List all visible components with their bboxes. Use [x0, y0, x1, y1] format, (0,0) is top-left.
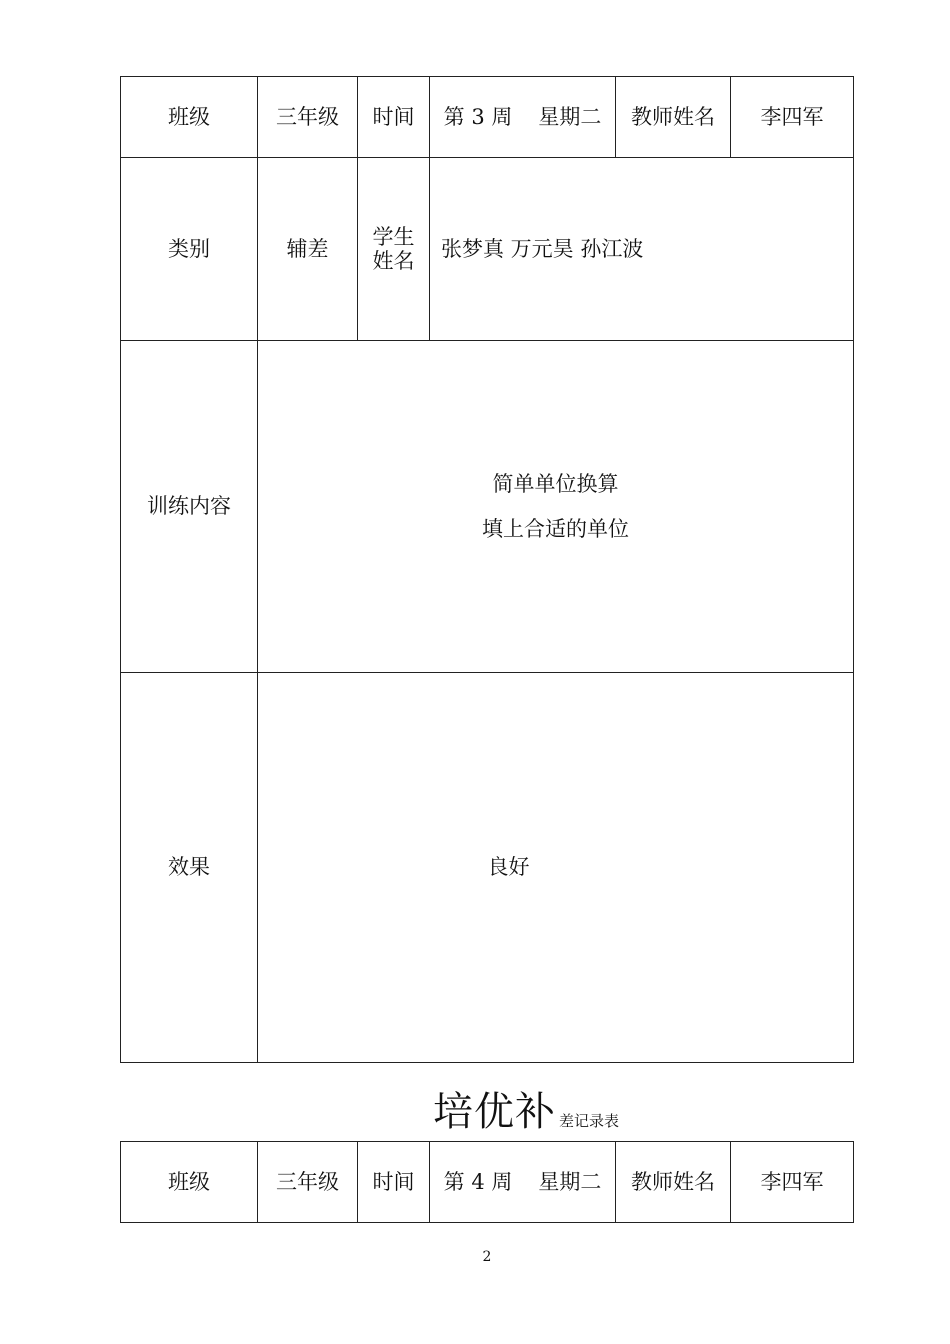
- category-label: 类别: [121, 158, 258, 341]
- category-value: 辅差: [258, 158, 358, 341]
- category-row: [121, 158, 854, 341]
- section-title-small: 差记录表: [559, 1112, 620, 1130]
- student-label-line1: 学生: [372, 224, 415, 249]
- table-header-row: [121, 77, 854, 158]
- training-label: 训练内容: [121, 341, 258, 673]
- training-line-2: 填上合适的单位: [482, 517, 629, 541]
- class-value: 三年级: [258, 1142, 358, 1223]
- week-value: 第 3 周: [443, 104, 513, 129]
- section-title: [433, 1089, 620, 1135]
- weekday-value: 星期二: [538, 104, 602, 129]
- student-label: [358, 158, 430, 341]
- effect-content: [258, 673, 854, 1063]
- training-record-table-week3: [120, 76, 854, 1063]
- effect-value: 良好: [487, 855, 530, 880]
- effect-row: [121, 673, 854, 1063]
- effect-label: 效果: [121, 673, 258, 1063]
- class-label: 班级: [121, 77, 258, 158]
- time-value: [430, 1142, 616, 1223]
- table-header-row: [121, 1142, 854, 1223]
- student-names: 张梦真 万元昊 孙江波: [430, 158, 854, 341]
- class-label: 班级: [121, 1142, 258, 1223]
- weekday-value: 星期二: [538, 1169, 602, 1194]
- training-row: [121, 341, 854, 673]
- training-record-table-week4: [120, 1141, 854, 1223]
- teacher-label: 教师姓名: [616, 1142, 731, 1223]
- training-line-1: 简单单位换算: [492, 471, 619, 496]
- class-value: 三年级: [258, 77, 358, 158]
- time-label: 时间: [358, 1142, 430, 1223]
- student-label-line2: 姓名: [372, 249, 415, 273]
- week-value: 第 4 周: [443, 1169, 513, 1194]
- section-title-large: 培优补: [433, 1089, 556, 1135]
- teacher-label: 教师姓名: [616, 77, 731, 158]
- time-label: 时间: [358, 77, 430, 158]
- training-content: [258, 341, 854, 673]
- teacher-value: 李四军: [731, 77, 854, 158]
- time-value: [430, 77, 616, 158]
- teacher-value: 李四军: [731, 1142, 854, 1223]
- page-number: 2: [482, 1249, 492, 1265]
